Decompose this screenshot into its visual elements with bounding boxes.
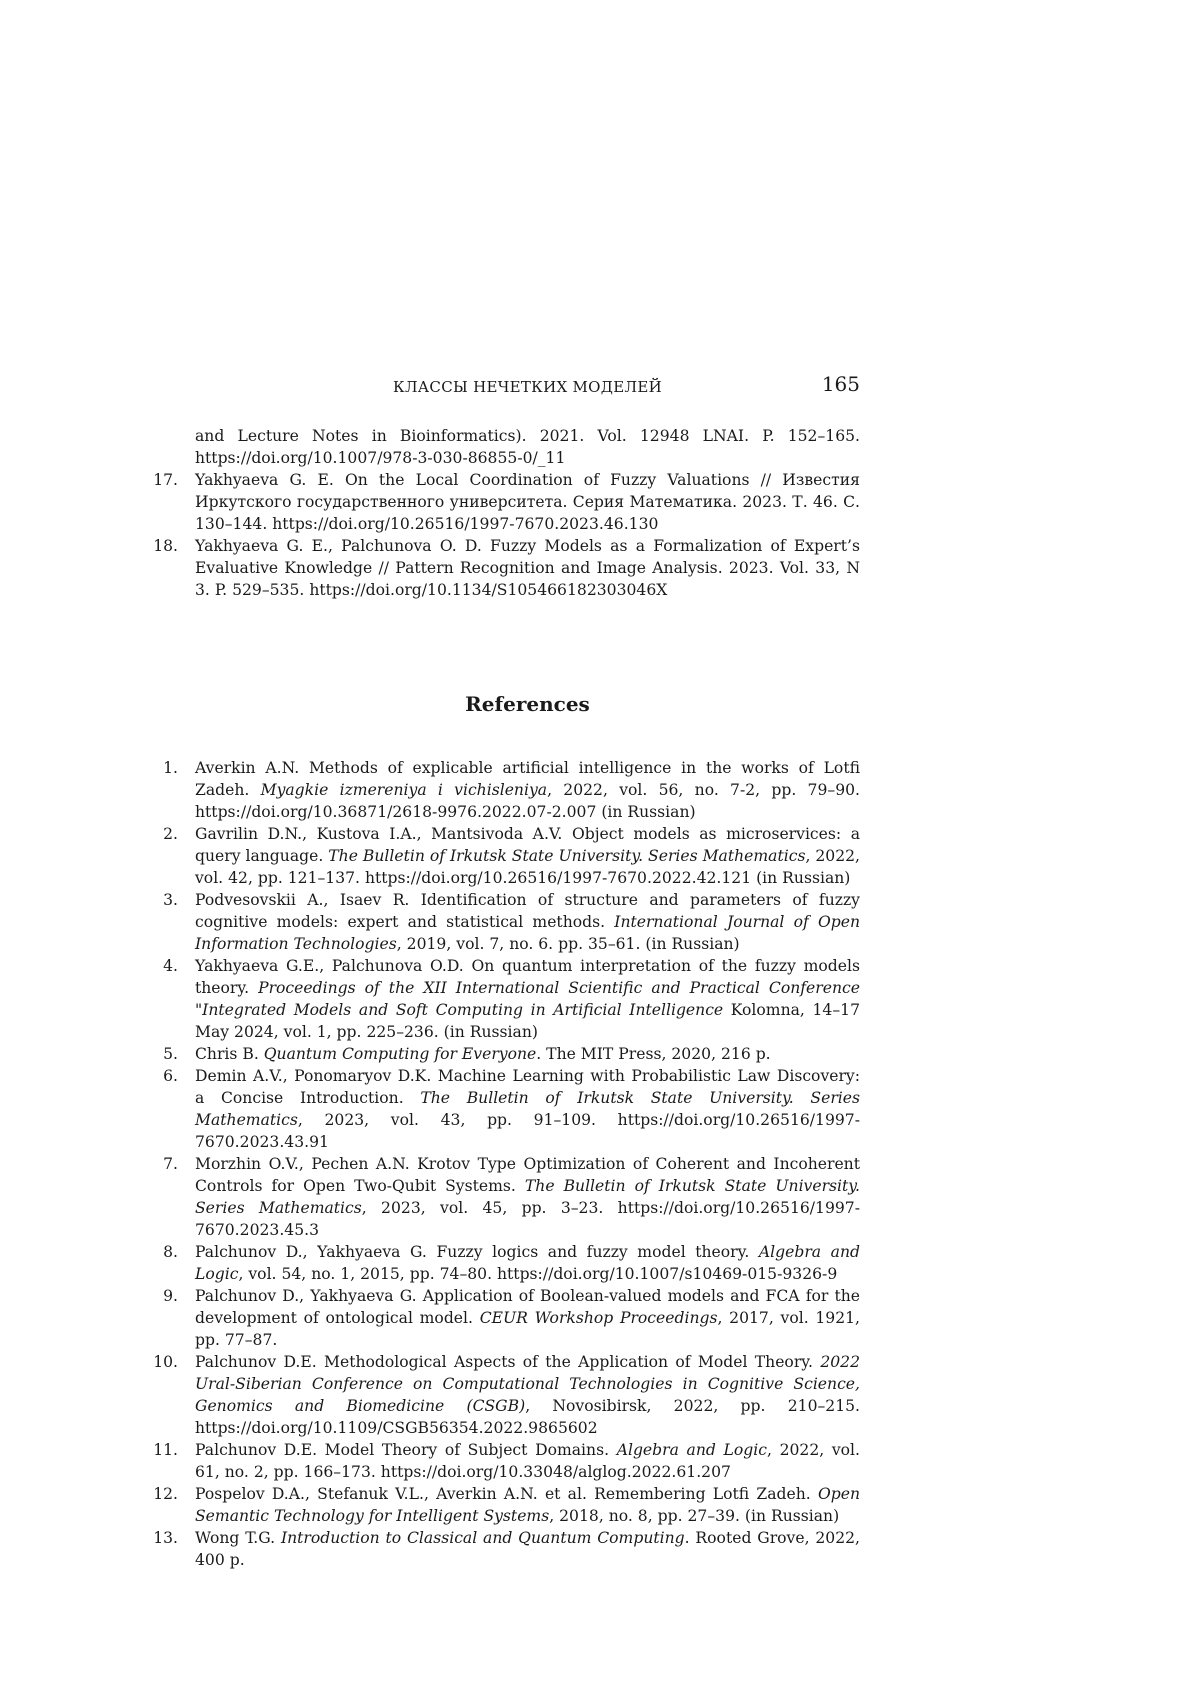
reference-source-title: Open Semantic Technology for Intelligent Systems — [195, 1485, 860, 1525]
reference-entry — [150, 469, 860, 535]
reference-text: Kolomna, 14–17 May 2024, vol. 1, pp. 225–236. (in Russian) — [195, 1001, 860, 1041]
reference-text: , 2018, no. 8, pp. 27–39. (in Russian) — [549, 1507, 840, 1525]
reference-number: 5. — [163, 1045, 178, 1063]
reference-text: Yakhyaeva G.E., Palchunova O.D. On quantum interpretation of the fuzzy models theory. — [195, 957, 860, 997]
reference-text: Demin A.V., Ponomaryov D.K. Machine Learning with Probabilistic Law Discovery: a Concise Introduction. — [195, 1067, 860, 1107]
reference-source-title: The Bulletin of Irkutsk State University. Series Mathematics — [328, 847, 806, 865]
reference-entry — [150, 1285, 860, 1351]
reference-text: , 2023, vol. 43, pp. 91–109. https://doi.org/10.26516/1997-7670.2023.43.91 — [195, 1111, 860, 1151]
reference-text: Palchunov D., Yakhyaeva G. Application of Boolean-valued models and FCA for the development of ontological model. — [195, 1287, 860, 1327]
reference-number: 3. — [163, 891, 178, 909]
reference-source-title: Algebra and Logic — [195, 1243, 860, 1283]
reference-source-title: International Journal of Open Information Technologies — [195, 913, 860, 953]
reference-source-title: Algebra and Logic — [616, 1441, 767, 1459]
references-list — [150, 757, 860, 1571]
reference-entry — [150, 535, 860, 601]
reference-source-title: The Bulletin of Irkutsk State University. Series Mathematics — [195, 1089, 860, 1129]
reference-source-title: Proceedings of the XII International Scientific and Practical Conference "Integrated Models and Soft Computing in Artificial Intelligence — [195, 979, 860, 1019]
reference-text: . Rooted Grove, 2022, 400 p. — [195, 1529, 860, 1569]
bibliography-continuation — [150, 425, 860, 601]
reference-number: 11. — [153, 1441, 178, 1459]
reference-number: 12. — [153, 1485, 178, 1503]
reference-number: 6. — [163, 1067, 178, 1085]
reference-source-title: CEUR Workshop Proceedings — [479, 1309, 718, 1327]
page-number: 165 — [821, 372, 860, 396]
reference-text: , 2019, vol. 7, no. 6. pp. 35–61. (in Russian) — [396, 935, 740, 953]
reference-text: , vol. 54, no. 1, 2015, pp. 74–80. https://doi.org/10.1007/s10469-015-9326-9 — [238, 1265, 838, 1283]
reference-source-title: Introduction to Classical and Quantum Computing — [280, 1529, 685, 1547]
reference-text: , 2017, vol. 1921, pp. 77–87. — [195, 1309, 860, 1349]
reference-number: 2. — [163, 825, 178, 843]
reference-text: Yakhyaeva G. E. On the Local Coordination of Fuzzy Valuations // Известия Иркутского государственного университета. Серия Математика. 2023. Т. 46. С. 130–144. https://doi.org/10.26516/1997-7670.2023.46.130 — [195, 471, 860, 533]
reference-text: Podvesovskii A., Isaev R. Identification of structure and parameters of fuzzy cognitive models: expert and statistical methods. — [195, 891, 860, 931]
reference-source-title: The Bulletin of Irkutsk State University. Series Mathematics — [195, 1177, 860, 1217]
reference-entry — [150, 1483, 860, 1527]
reference-number: 8. — [163, 1243, 178, 1261]
reference-entry — [150, 1351, 860, 1439]
reference-text: , Novosibirsk, 2022, pp. 210–215. https://doi.org/10.1109/CSGB56354.2022.9865602 — [195, 1397, 861, 1437]
reference-number: 10. — [153, 1353, 178, 1371]
reference-number: 4. — [163, 957, 178, 975]
reference-text: Gavrilin D.N., Kustova I.A., Mantsivoda A.V. Object models as microservices: a query language. — [195, 825, 860, 865]
reference-number: 1. — [163, 759, 178, 777]
reference-text: Chris B. — [195, 1045, 264, 1063]
reference-text: , 2022, vol. 61, no. 2, pp. 166–173. https://doi.org/10.33048/alglog.2022.61.207 — [195, 1441, 861, 1481]
reference-text: Yakhyaeva G. E., Palchunova O. D. Fuzzy Models as a Formalization of Expert’s Evaluative Knowledge // Pattern Recognition and Image Analysis. 2023. Vol. 33, N 3. P. 529–535. https://doi.org/10.1134/S105466182303046X — [195, 537, 860, 599]
reference-text: Morzhin O.V., Pechen A.N. Krotov Type Optimization of Coherent and Incoherent Controls for Open Two-Qubit Systems. — [195, 1155, 860, 1195]
reference-text: Palchunov D.E. Model Theory of Subject Domains. — [195, 1441, 617, 1459]
reference-entry — [150, 823, 860, 889]
reference-text: Palchunov D., Yakhyaeva G. Fuzzy logics and fuzzy model theory. — [195, 1243, 759, 1261]
reference-text: Averkin A.N. Methods of explicable artificial intelligence in the works of Lotfi Zadeh. — [195, 759, 860, 799]
reference-number: 18. — [153, 537, 178, 555]
running-head — [195, 372, 860, 402]
reference-entry — [150, 425, 860, 469]
reference-text: , 2022, vol. 42, pp. 121–137. https://doi.org/10.26516/1997-7670.2022.42.121 (in Russian) — [195, 847, 861, 887]
reference-text: and Lecture Notes in Bioinformatics). 2021. Vol. 12948 LNAI. P. 152–165. https://doi.org/10.1007/978-3-030-86855-0/_11 — [195, 427, 860, 467]
reference-text: , 2022, vol. 56, no. 7-2, pp. 79–90. https://doi.org/10.36871/2618-9976.2022.07-2.007 (in Russian) — [195, 781, 860, 821]
reference-entry — [150, 1043, 860, 1065]
reference-text: Palchunov D.E. Methodological Aspects of the Application of Model Theory. — [195, 1353, 821, 1371]
references-heading: References — [465, 692, 590, 716]
reference-source-title: 2022 Ural-Siberian Conference on Computational Technologies in Cognitive Science, Genomics and Biomedicine (CSGB) — [195, 1353, 860, 1415]
reference-entry — [150, 1153, 860, 1241]
reference-text: Wong T.G. — [195, 1529, 281, 1547]
reference-entry — [150, 1527, 860, 1571]
reference-entry — [150, 955, 860, 1043]
reference-entry — [150, 889, 860, 955]
reference-number: 7. — [163, 1155, 178, 1173]
reference-source-title: Myagkie izmereniya i vichisleniya — [260, 781, 548, 799]
reference-entry — [150, 1439, 860, 1483]
reference-entry — [150, 757, 860, 823]
reference-number: 17. — [153, 471, 178, 489]
reference-number: 9. — [163, 1287, 178, 1305]
running-title: КЛАССЫ НЕЧЕТКИХ МОДЕЛЕЙ — [393, 378, 662, 396]
reference-entry — [150, 1065, 860, 1153]
reference-entry — [150, 1241, 860, 1285]
reference-text: , 2023, vol. 45, pp. 3–23. https://doi.org/10.26516/1997-7670.2023.45.3 — [195, 1199, 860, 1239]
reference-number: 13. — [153, 1529, 178, 1547]
reference-source-title: Quantum Computing for Everyone — [263, 1045, 537, 1063]
reference-text: Pospelov D.A., Stefanuk V.L., Averkin A.N. et al. Remembering Lotfi Zadeh. — [195, 1485, 818, 1503]
reference-text: . The MIT Press, 2020, 216 p. — [536, 1045, 771, 1063]
